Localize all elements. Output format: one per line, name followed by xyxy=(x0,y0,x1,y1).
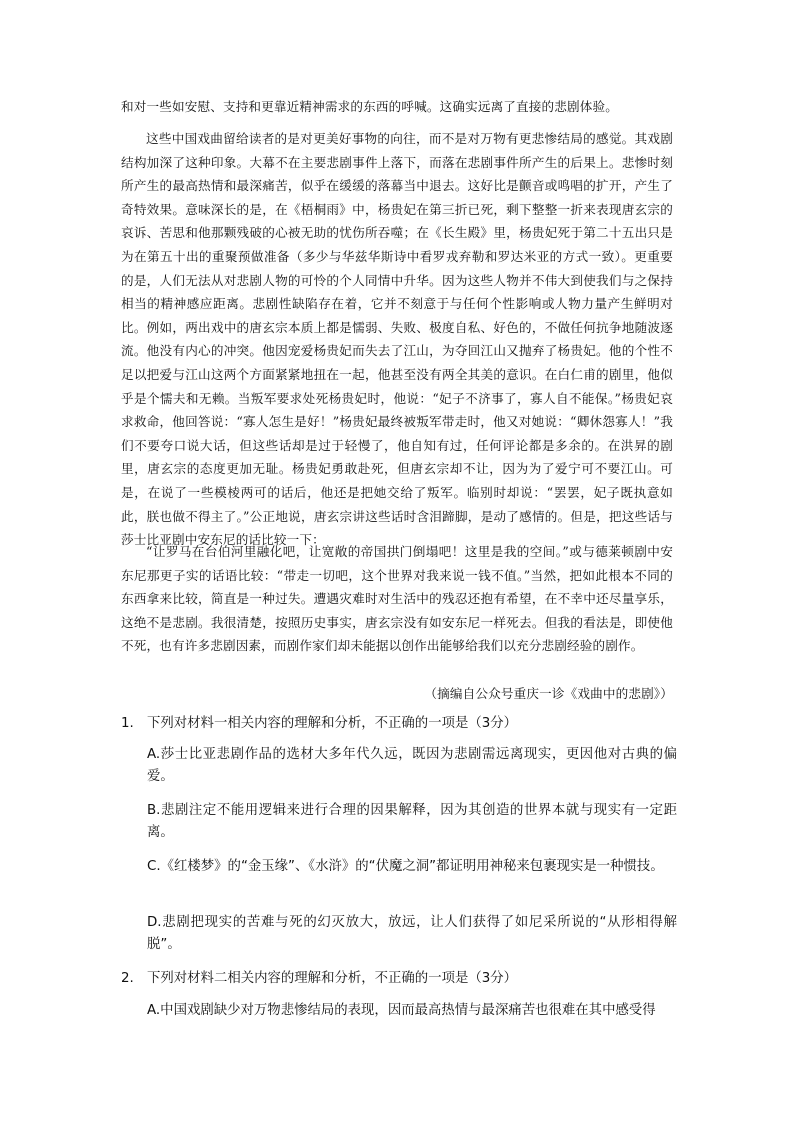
question-number: 1. xyxy=(121,716,134,731)
passage-source: （摘编自公众号重庆一诊《戏曲中的悲剧》） xyxy=(424,686,673,701)
passage-paragraph-2: “让罗马在台伯河里融化吧，让宽敞的帝国拱门倒塌吧！这里是我的空间。”或与德莱顿剧中安东尼那更子实的话语比较：“带走一切吧，这个世界对我来说一钱不值。”当然，把如此根本不同的东西拿来比较，简直是一种过失。遭遇灾难时对生活中的残忍还抱有希望，在不幸中还尽量享乐，这绝不是悲剧。我很清楚，按照历史事实，唐玄宗没有如安东尼一样死去。但我的看法是，即使他不死，也有许多悲剧因素，而剧作家们却未能据以创作出能够给我们以充分悲剧经验的剧作。 xyxy=(121,544,673,654)
question-stem: 下列对材料二相关内容的理解和分析，不正确的一项是（3分） xyxy=(147,971,518,986)
question-1-option-c: C.《红楼梦》的“金玉缘”、《水浒》的“伏魔之洞”都证明用神秘来包裹现实是一种惯技。 xyxy=(147,859,664,874)
question-2-option-a: A.中国戏剧缺少对万物悲惨结局的表现，因而最高热情与最深痛苦也很难在其中感受得 xyxy=(147,1003,656,1018)
question-1-option-d: D.悲剧把现实的苦难与死的幻灭放大，放远，让人们获得了如尼采所说的“从形相得解脱”。 xyxy=(147,915,677,952)
passage-continuation-line: 和对一些如安慰、支持和更靠近精神需求的东西的呼喊。这确实远离了直接的悲剧体验。 xyxy=(121,99,619,114)
passage-paragraph-1: 这些中国戏曲留给读者的是对更美好事物的向往，而不是对万物有更悲惨结局的感觉。其戏剧结构加深了这种印象。大幕不在主要悲剧事件上落下，而落在悲剧事件所产生的后果上。悲惨时刻所产生的最高热情和最深痛苦，似乎在缓缓的落幕当中退去。这好比是颤音或鸣唱的扩开，产生了奇特效果。意味深长的是，在《梧桐雨》中，杨贵妃在第三折已死，剩下整整一折来表现唐玄宗的哀诉、苦思和他那颗残破的心被无助的忧伤所吞噬；在《长生殿》里，杨贵妃死于第二十五出只是为在第五十出的重聚预做准备（多少与华兹华斯诗中看罗戎弃勒和罗达米亚的方式一致）。更重要的是，人们无法从对悲剧人物的可怜的个人同情中升华。因为这些人物并不伟大到使我们与之保持相当的精神感应距离。悲剧性缺陷存在着，它并不刻意于与任何个性影响或人物力量产生鲜明对比。例如，两出戏中的唐玄宗本质上都是懦弱、失败、极度自私、好色的，不做任何抗争地随波逐流。他没有内心的冲突。他因宠爱杨贵妃而失去了江山，为夺回江山又抛弃了杨贵妃。他的个性不足以把爱与江山这两个方面紧紧地扭在一起，他甚至没有两全其美的意识。在白仁甫的剧里，他似乎是个懦夫和无赖。当叛军要求处死杨贵妃时，他说：“妃子不济事了，寡人自不能保。”杨贵妃哀求救命，他回答说：“寡人怎生是好！”杨贵妃最终被叛军带走时，他又对她说：“卿休怨寡人！”我们不要夸口说大话，但这些话却是过于轻慢了，他自知有过，任何评论都是多余的。在洪昇的剧里，唐玄宗的态度更加无耻。杨贵妃勇敢赴死，但唐玄宗却不让，因为为了爱宁可不要江山。可是，在说了一些模棱两可的话后，他还是把她交给了叛军。临别时却说：“罢罢，妃子既执意如此，朕也做不得主了。”公正地说，唐玄宗讲这些话时含泪蹄脚，是动了感情的。但是，把这些话与莎士比亚剧中安东尼的话比较一下： xyxy=(121,131,673,548)
question-1-option-b: B.悲剧注定不能用逻辑来进行合理的因果解释，因为其创造的世界本就与现实有一定距离。 xyxy=(147,803,677,840)
question-stem: 下列对材料一相关内容的理解和分析，不正确的一项是（3分） xyxy=(147,716,518,731)
question-1-option-a: A.莎士比亚悲剧作品的选材大多年代久远，既因为悲剧需远离现实，更因他对古典的偏爱。 xyxy=(147,747,677,784)
question-number: 2. xyxy=(121,971,134,986)
